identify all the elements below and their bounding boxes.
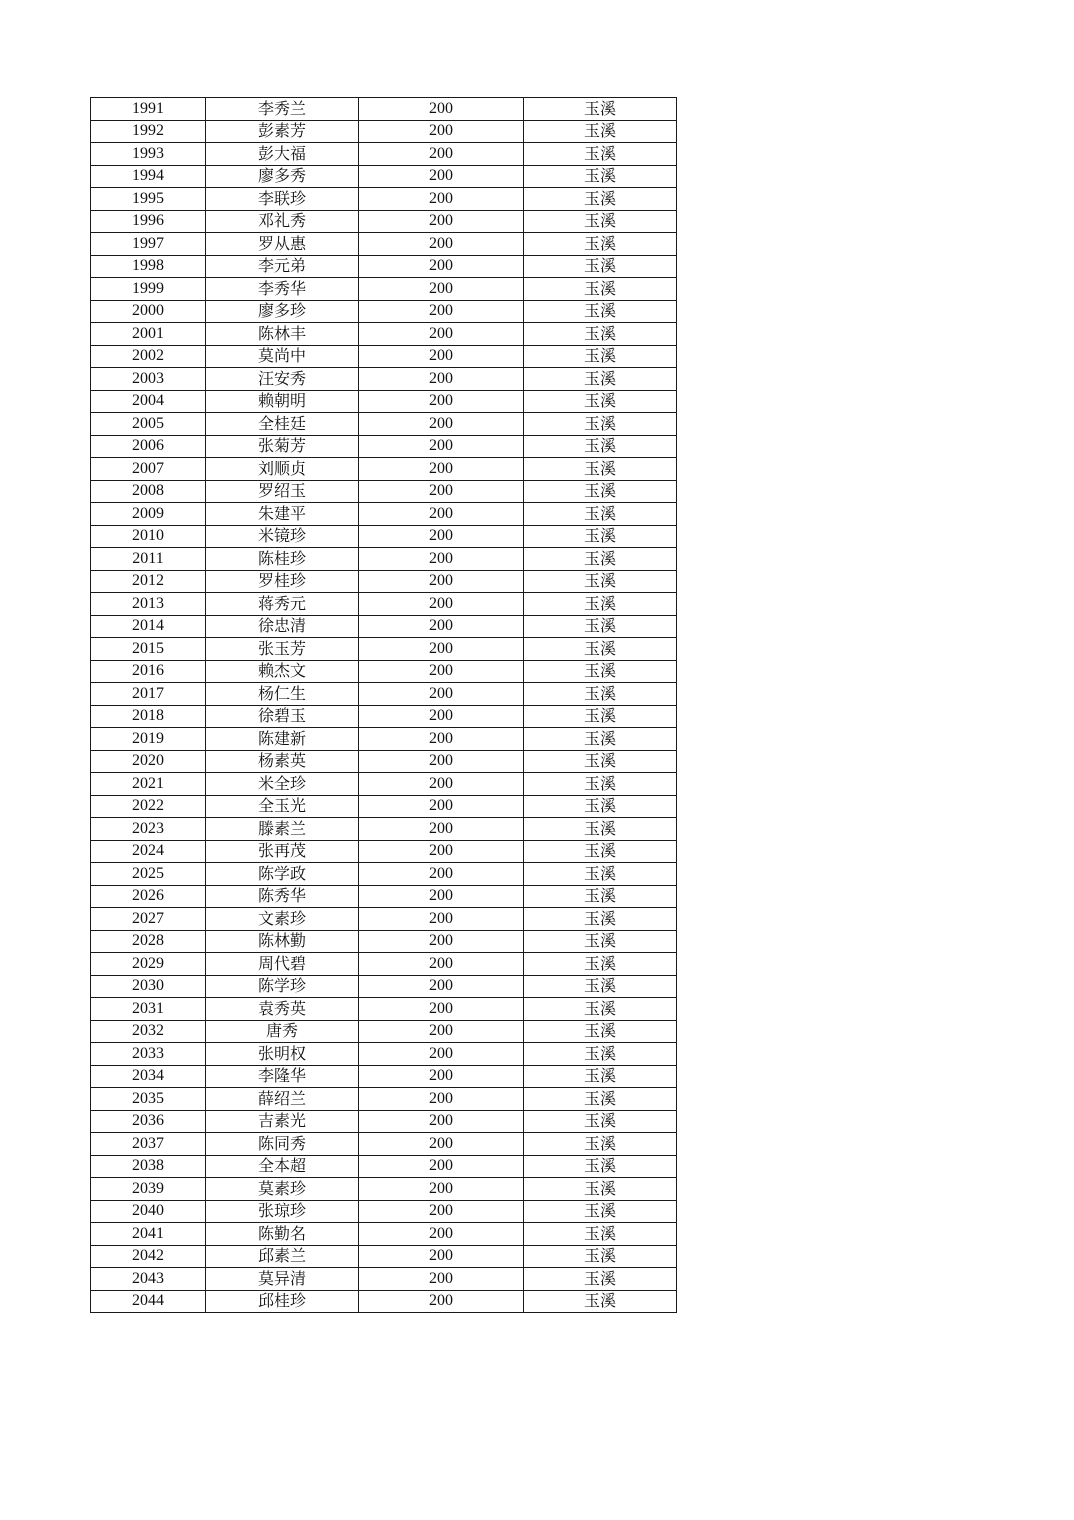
- name-cell: 赖杰文: [206, 660, 359, 683]
- row-number-cell: 2023: [91, 818, 206, 841]
- row-number-cell: 2035: [91, 1088, 206, 1111]
- place-cell: 玉溪: [524, 1178, 677, 1201]
- place-cell: 玉溪: [524, 165, 677, 188]
- row-number-cell: 2026: [91, 885, 206, 908]
- name-cell: 陈学珍: [206, 975, 359, 998]
- name-cell: 吉素光: [206, 1110, 359, 1133]
- amount-cell: 200: [359, 885, 524, 908]
- amount-cell: 200: [359, 435, 524, 458]
- amount-cell: 200: [359, 210, 524, 233]
- amount-cell: 200: [359, 998, 524, 1021]
- row-number-cell: 2034: [91, 1065, 206, 1088]
- place-cell: 玉溪: [524, 1290, 677, 1313]
- amount-cell: 200: [359, 795, 524, 818]
- amount-cell: 200: [359, 615, 524, 638]
- amount-cell: 200: [359, 773, 524, 796]
- amount-cell: 200: [359, 188, 524, 211]
- amount-cell: 200: [359, 1043, 524, 1066]
- table-row: [91, 255, 677, 278]
- name-cell: 李秀兰: [206, 98, 359, 121]
- place-cell: 玉溪: [524, 953, 677, 976]
- data-table: [90, 97, 677, 1313]
- table-row: [91, 233, 677, 256]
- place-cell: 玉溪: [524, 233, 677, 256]
- row-number-cell: 2001: [91, 323, 206, 346]
- amount-cell: 200: [359, 1155, 524, 1178]
- name-cell: 张琼珍: [206, 1200, 359, 1223]
- row-number-cell: 2015: [91, 638, 206, 661]
- table-row: [91, 503, 677, 526]
- table-row: [91, 1200, 677, 1223]
- name-cell: 邱桂珍: [206, 1290, 359, 1313]
- table-row: [91, 143, 677, 166]
- table-row: [91, 458, 677, 481]
- amount-cell: 200: [359, 593, 524, 616]
- amount-cell: 200: [359, 458, 524, 481]
- name-cell: 全本超: [206, 1155, 359, 1178]
- amount-cell: 200: [359, 98, 524, 121]
- name-cell: 杨仁生: [206, 683, 359, 706]
- row-number-cell: 1991: [91, 98, 206, 121]
- row-number-cell: 2032: [91, 1020, 206, 1043]
- place-cell: 玉溪: [524, 435, 677, 458]
- place-cell: 玉溪: [524, 300, 677, 323]
- name-cell: 汪安秀: [206, 368, 359, 391]
- place-cell: 玉溪: [524, 593, 677, 616]
- place-cell: 玉溪: [524, 638, 677, 661]
- name-cell: 莫尚中: [206, 345, 359, 368]
- amount-cell: 200: [359, 930, 524, 953]
- row-number-cell: 2028: [91, 930, 206, 953]
- name-cell: 彭大福: [206, 143, 359, 166]
- place-cell: 玉溪: [524, 570, 677, 593]
- place-cell: 玉溪: [524, 1020, 677, 1043]
- name-cell: 廖多珍: [206, 300, 359, 323]
- place-cell: 玉溪: [524, 998, 677, 1021]
- row-number-cell: 2004: [91, 390, 206, 413]
- amount-cell: 200: [359, 1020, 524, 1043]
- row-number-cell: 2008: [91, 480, 206, 503]
- row-number-cell: 2019: [91, 728, 206, 751]
- row-number-cell: 2038: [91, 1155, 206, 1178]
- table-row: [91, 975, 677, 998]
- place-cell: 玉溪: [524, 683, 677, 706]
- place-cell: 玉溪: [524, 1155, 677, 1178]
- table-row: [91, 1020, 677, 1043]
- table-row: [91, 1223, 677, 1246]
- table-row: [91, 165, 677, 188]
- place-cell: 玉溪: [524, 413, 677, 436]
- amount-cell: 200: [359, 143, 524, 166]
- place-cell: 玉溪: [524, 795, 677, 818]
- place-cell: 玉溪: [524, 345, 677, 368]
- name-cell: 张菊芳: [206, 435, 359, 458]
- name-cell: 袁秀英: [206, 998, 359, 1021]
- name-cell: 张玉芳: [206, 638, 359, 661]
- amount-cell: 200: [359, 1245, 524, 1268]
- amount-cell: 200: [359, 638, 524, 661]
- name-cell: 赖朝明: [206, 390, 359, 413]
- place-cell: 玉溪: [524, 840, 677, 863]
- table-row: [91, 368, 677, 391]
- table-row: [91, 1290, 677, 1313]
- name-cell: 李联珍: [206, 188, 359, 211]
- name-cell: 徐忠清: [206, 615, 359, 638]
- place-cell: 玉溪: [524, 143, 677, 166]
- amount-cell: 200: [359, 975, 524, 998]
- table-row: [91, 683, 677, 706]
- table-row: [91, 525, 677, 548]
- name-cell: 陈学政: [206, 863, 359, 886]
- table-row: [91, 998, 677, 1021]
- amount-cell: 200: [359, 1268, 524, 1291]
- place-cell: 玉溪: [524, 660, 677, 683]
- amount-cell: 200: [359, 1088, 524, 1111]
- row-number-cell: 2014: [91, 615, 206, 638]
- row-number-cell: 2002: [91, 345, 206, 368]
- table-row: [91, 1110, 677, 1133]
- name-cell: 陈秀华: [206, 885, 359, 908]
- row-number-cell: 1993: [91, 143, 206, 166]
- table-row: [91, 750, 677, 773]
- place-cell: 玉溪: [524, 480, 677, 503]
- name-cell: 陈桂珍: [206, 548, 359, 571]
- table-row: [91, 818, 677, 841]
- row-number-cell: 2000: [91, 300, 206, 323]
- amount-cell: 200: [359, 503, 524, 526]
- table-row: [91, 705, 677, 728]
- row-number-cell: 2011: [91, 548, 206, 571]
- table-row: [91, 1088, 677, 1111]
- name-cell: 陈同秀: [206, 1133, 359, 1156]
- place-cell: 玉溪: [524, 1065, 677, 1088]
- name-cell: 罗桂珍: [206, 570, 359, 593]
- place-cell: 玉溪: [524, 323, 677, 346]
- row-number-cell: 2006: [91, 435, 206, 458]
- table-row: [91, 1155, 677, 1178]
- row-number-cell: 2024: [91, 840, 206, 863]
- row-number-cell: 2007: [91, 458, 206, 481]
- row-number-cell: 2021: [91, 773, 206, 796]
- place-cell: 玉溪: [524, 390, 677, 413]
- amount-cell: 200: [359, 728, 524, 751]
- table-row: [91, 278, 677, 301]
- table-row: [91, 323, 677, 346]
- row-number-cell: 2044: [91, 1290, 206, 1313]
- name-cell: 邓礼秀: [206, 210, 359, 233]
- row-number-cell: 2027: [91, 908, 206, 931]
- name-cell: 张明权: [206, 1043, 359, 1066]
- table-row: [91, 728, 677, 751]
- place-cell: 玉溪: [524, 863, 677, 886]
- place-cell: 玉溪: [524, 120, 677, 143]
- amount-cell: 200: [359, 548, 524, 571]
- name-cell: 朱建平: [206, 503, 359, 526]
- table-row: [91, 413, 677, 436]
- amount-cell: 200: [359, 683, 524, 706]
- place-cell: 玉溪: [524, 278, 677, 301]
- name-cell: 文素珍: [206, 908, 359, 931]
- amount-cell: 200: [359, 1110, 524, 1133]
- place-cell: 玉溪: [524, 1088, 677, 1111]
- table-row: [91, 795, 677, 818]
- table-row: [91, 210, 677, 233]
- table-body: [91, 98, 677, 1313]
- name-cell: 莫素珍: [206, 1178, 359, 1201]
- amount-cell: 200: [359, 1223, 524, 1246]
- place-cell: 玉溪: [524, 750, 677, 773]
- amount-cell: 200: [359, 255, 524, 278]
- name-cell: 张再茂: [206, 840, 359, 863]
- place-cell: 玉溪: [524, 728, 677, 751]
- amount-cell: 200: [359, 1200, 524, 1223]
- amount-cell: 200: [359, 390, 524, 413]
- name-cell: 米全珍: [206, 773, 359, 796]
- table-row: [91, 345, 677, 368]
- table-row: [91, 773, 677, 796]
- amount-cell: 200: [359, 300, 524, 323]
- amount-cell: 200: [359, 525, 524, 548]
- place-cell: 玉溪: [524, 975, 677, 998]
- row-number-cell: 2040: [91, 1200, 206, 1223]
- row-number-cell: 1995: [91, 188, 206, 211]
- table-row: [91, 1268, 677, 1291]
- name-cell: 陈林勤: [206, 930, 359, 953]
- name-cell: 米镜珍: [206, 525, 359, 548]
- table-row: [91, 840, 677, 863]
- name-cell: 罗绍玉: [206, 480, 359, 503]
- row-number-cell: 2033: [91, 1043, 206, 1066]
- row-number-cell: 2016: [91, 660, 206, 683]
- amount-cell: 200: [359, 660, 524, 683]
- table-row: [91, 188, 677, 211]
- place-cell: 玉溪: [524, 615, 677, 638]
- row-number-cell: 1998: [91, 255, 206, 278]
- name-cell: 莫异清: [206, 1268, 359, 1291]
- name-cell: 徐碧玉: [206, 705, 359, 728]
- row-number-cell: 1996: [91, 210, 206, 233]
- amount-cell: 200: [359, 165, 524, 188]
- amount-cell: 200: [359, 368, 524, 391]
- table-row: [91, 1133, 677, 1156]
- table-row: [91, 885, 677, 908]
- place-cell: 玉溪: [524, 705, 677, 728]
- table-row: [91, 570, 677, 593]
- row-number-cell: 1992: [91, 120, 206, 143]
- name-cell: 全桂廷: [206, 413, 359, 436]
- place-cell: 玉溪: [524, 1268, 677, 1291]
- amount-cell: 200: [359, 120, 524, 143]
- table-row: [91, 390, 677, 413]
- amount-cell: 200: [359, 278, 524, 301]
- row-number-cell: 2037: [91, 1133, 206, 1156]
- row-number-cell: 2043: [91, 1268, 206, 1291]
- place-cell: 玉溪: [524, 818, 677, 841]
- place-cell: 玉溪: [524, 368, 677, 391]
- row-number-cell: 2010: [91, 525, 206, 548]
- name-cell: 李秀华: [206, 278, 359, 301]
- place-cell: 玉溪: [524, 1043, 677, 1066]
- row-number-cell: 2031: [91, 998, 206, 1021]
- table-row: [91, 930, 677, 953]
- table-row: [91, 300, 677, 323]
- place-cell: 玉溪: [524, 458, 677, 481]
- name-cell: 刘顺贞: [206, 458, 359, 481]
- name-cell: 全玉光: [206, 795, 359, 818]
- name-cell: 李隆华: [206, 1065, 359, 1088]
- amount-cell: 200: [359, 1290, 524, 1313]
- table-row: [91, 863, 677, 886]
- name-cell: 彭素芳: [206, 120, 359, 143]
- place-cell: 玉溪: [524, 908, 677, 931]
- place-cell: 玉溪: [524, 503, 677, 526]
- place-cell: 玉溪: [524, 773, 677, 796]
- amount-cell: 200: [359, 953, 524, 976]
- place-cell: 玉溪: [524, 930, 677, 953]
- table-row: [91, 435, 677, 458]
- row-number-cell: 1997: [91, 233, 206, 256]
- row-number-cell: 1994: [91, 165, 206, 188]
- amount-cell: 200: [359, 705, 524, 728]
- row-number-cell: 2003: [91, 368, 206, 391]
- place-cell: 玉溪: [524, 1245, 677, 1268]
- name-cell: 邱素兰: [206, 1245, 359, 1268]
- row-number-cell: 2012: [91, 570, 206, 593]
- table-row: [91, 908, 677, 931]
- amount-cell: 200: [359, 345, 524, 368]
- place-cell: 玉溪: [524, 525, 677, 548]
- table-row: [91, 98, 677, 121]
- amount-cell: 200: [359, 323, 524, 346]
- place-cell: 玉溪: [524, 210, 677, 233]
- place-cell: 玉溪: [524, 1110, 677, 1133]
- row-number-cell: 2018: [91, 705, 206, 728]
- row-number-cell: 2030: [91, 975, 206, 998]
- table-row: [91, 120, 677, 143]
- row-number-cell: 2039: [91, 1178, 206, 1201]
- row-number-cell: 2013: [91, 593, 206, 616]
- name-cell: 罗从惠: [206, 233, 359, 256]
- row-number-cell: 2020: [91, 750, 206, 773]
- table-row: [91, 660, 677, 683]
- amount-cell: 200: [359, 863, 524, 886]
- amount-cell: 200: [359, 413, 524, 436]
- place-cell: 玉溪: [524, 885, 677, 908]
- amount-cell: 200: [359, 233, 524, 256]
- amount-cell: 200: [359, 908, 524, 931]
- amount-cell: 200: [359, 750, 524, 773]
- row-number-cell: 2025: [91, 863, 206, 886]
- amount-cell: 200: [359, 480, 524, 503]
- row-number-cell: 2017: [91, 683, 206, 706]
- name-cell: 李元弟: [206, 255, 359, 278]
- table-row: [91, 615, 677, 638]
- amount-cell: 200: [359, 1178, 524, 1201]
- table-row: [91, 1065, 677, 1088]
- name-cell: 薛绍兰: [206, 1088, 359, 1111]
- row-number-cell: 2009: [91, 503, 206, 526]
- row-number-cell: 2022: [91, 795, 206, 818]
- amount-cell: 200: [359, 570, 524, 593]
- table-row: [91, 1178, 677, 1201]
- name-cell: 蒋秀元: [206, 593, 359, 616]
- amount-cell: 200: [359, 840, 524, 863]
- table-row: [91, 480, 677, 503]
- row-number-cell: 2042: [91, 1245, 206, 1268]
- name-cell: 陈勤名: [206, 1223, 359, 1246]
- place-cell: 玉溪: [524, 98, 677, 121]
- table-row: [91, 953, 677, 976]
- row-number-cell: 2029: [91, 953, 206, 976]
- amount-cell: 200: [359, 1133, 524, 1156]
- row-number-cell: 2036: [91, 1110, 206, 1133]
- row-number-cell: 1999: [91, 278, 206, 301]
- row-number-cell: 2041: [91, 1223, 206, 1246]
- table-row: [91, 638, 677, 661]
- row-number-cell: 2005: [91, 413, 206, 436]
- amount-cell: 200: [359, 1065, 524, 1088]
- place-cell: 玉溪: [524, 188, 677, 211]
- amount-cell: 200: [359, 818, 524, 841]
- place-cell: 玉溪: [524, 548, 677, 571]
- name-cell: 陈林丰: [206, 323, 359, 346]
- place-cell: 玉溪: [524, 255, 677, 278]
- table-row: [91, 593, 677, 616]
- place-cell: 玉溪: [524, 1133, 677, 1156]
- name-cell: 周代碧: [206, 953, 359, 976]
- name-cell: 陈建新: [206, 728, 359, 751]
- place-cell: 玉溪: [524, 1200, 677, 1223]
- name-cell: 滕素兰: [206, 818, 359, 841]
- place-cell: 玉溪: [524, 1223, 677, 1246]
- table-row: [91, 1043, 677, 1066]
- table-row: [91, 548, 677, 571]
- name-cell: 廖多秀: [206, 165, 359, 188]
- name-cell: 唐秀: [206, 1020, 359, 1043]
- table-row: [91, 1245, 677, 1268]
- name-cell: 杨素英: [206, 750, 359, 773]
